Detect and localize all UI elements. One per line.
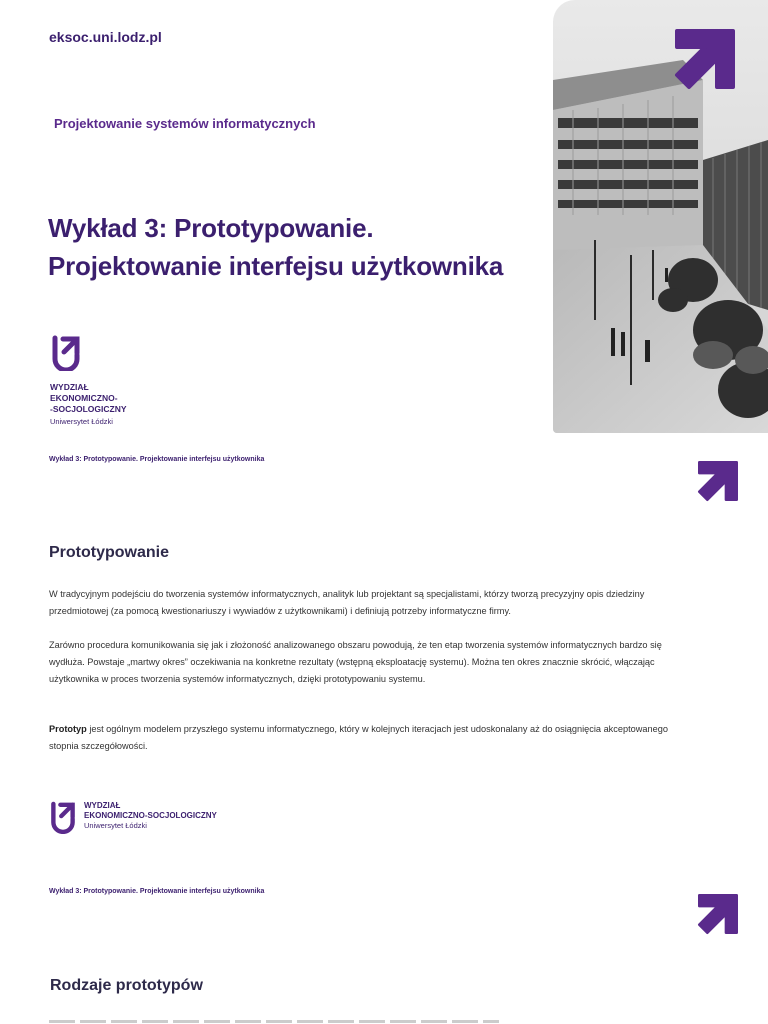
site-url[interactable]: eksoc.uni.lodz.pl — [49, 29, 162, 45]
arrow-up-right-icon — [694, 456, 742, 506]
lecture-title — [48, 209, 568, 285]
paragraph: Zarówno procedura komunikowania się jak i złożoność analizowanego obszaru powodują, że ten etap tworzenia systemów informatycznych bardzo się wydłuża. Powstaje „martwy okres” oczekiwania na konkretne rezultaty (wstępną eksploatację systemu). Można ten okres znacznie skrócić, włączając użytkownika w proces tworzenia systemów informatycznych, dzięki prototypowaniu systemu. — [49, 640, 662, 684]
logo-university: Uniwersytet Łódzki — [84, 821, 147, 830]
arrow-up-right-icon — [694, 889, 742, 939]
paragraph: W tradycyjnym podejściu do tworzenia systemów informatycznych, analityk lub projektant są specjalistami, którzy tworzą precyzyjny opis dziedziny przedmiotowej (za pomocą kwestionariuszy i wywiadów z użytkownikami) i definiują potrzeby informatyczne firmy. — [49, 589, 645, 616]
section-heading: Prototypowanie — [49, 544, 170, 561]
faculty-logo — [50, 335, 127, 427]
lecture-title-line1: Wykład 3: Prototypowanie. — [48, 213, 374, 243]
logo-line2: EKONOMICZNO- — [50, 393, 118, 403]
logo-university: Uniwersytet Łódzki — [50, 417, 113, 426]
paragraph — [49, 721, 669, 755]
logo-line3: -SOCJOLOGICZNY — [50, 404, 127, 414]
course-title: Projektowanie systemów informatycznych — [54, 116, 316, 131]
cut-off-text — [49, 1017, 499, 1024]
lecture-title-line2: Projektowanie interfejsu użytkownika — [48, 251, 504, 281]
faculty-logo-icon — [50, 335, 82, 371]
faculty-logo-icon — [49, 800, 77, 834]
logo-line1: WYDZIAŁ — [50, 382, 89, 392]
bold-term: Prototyp — [49, 724, 87, 734]
arrow-up-right-icon — [669, 23, 741, 95]
slide2-footer-label: Wykład 3: Prototypowanie. Projektowanie interfejsu użytkownika — [49, 456, 265, 463]
logo-line2: EKONOMICZNO-SOCJOLOGICZNY — [84, 811, 217, 820]
paragraph-rest: jest ogólnym modelem przyszłego systemu informatycznego, który w kolejnych iteracjach jest udoskonalany aż do osiągnięcia akceptowanego stopnia szczegółowości. — [49, 724, 668, 751]
slide3-footer-label: Wykład 3: Prototypowanie. Projektowanie interfejsu użytkownika — [49, 888, 265, 895]
section-heading: Rodzaje prototypów — [50, 977, 203, 994]
logo-line1: WYDZIAŁ — [84, 801, 121, 810]
